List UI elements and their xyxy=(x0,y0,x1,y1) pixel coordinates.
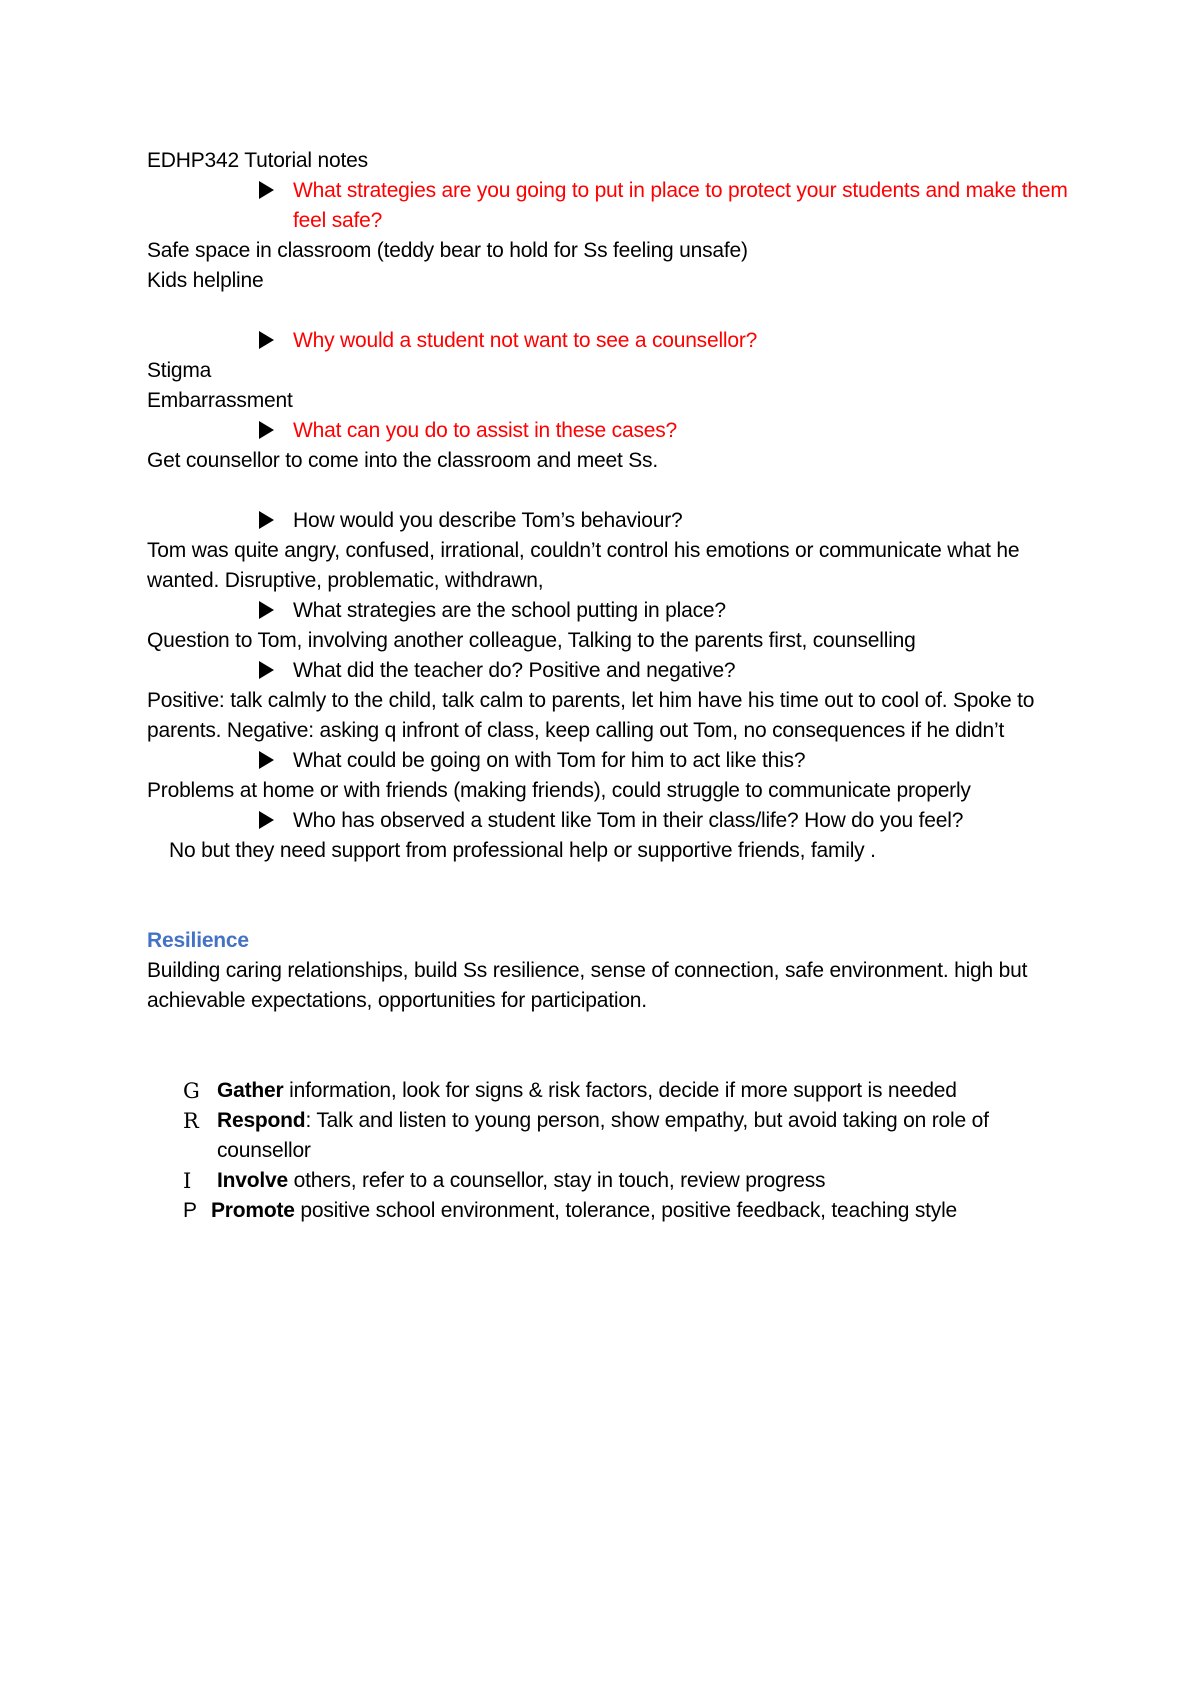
grip-keyword: Gather xyxy=(217,1079,284,1102)
grip-letter: G xyxy=(183,1079,200,1103)
question-teacher-actions xyxy=(147,656,1077,686)
bullet-arrow-icon xyxy=(259,811,274,829)
grip-keyword: Respond xyxy=(217,1109,306,1132)
question-text: What did the teacher do? Positive and negative? xyxy=(293,659,736,682)
question-tom-behaviour xyxy=(147,506,1077,536)
question-observed-student xyxy=(147,806,1077,836)
grip-letter: I xyxy=(183,1169,192,1193)
grip-item-promote xyxy=(183,1196,1077,1226)
resilience-heading: Resilience xyxy=(147,929,249,952)
grip-letter: R xyxy=(183,1109,199,1133)
grip-letter: P xyxy=(183,1199,197,1222)
question-text: How would you describe Tom’s behaviour? xyxy=(293,509,683,532)
question-text: What strategies are you going to put in place to protect your students and make them feel safe? xyxy=(293,179,1068,232)
blank-line xyxy=(147,296,1077,326)
question-text: What can you do to assist in these cases? xyxy=(293,419,678,442)
answer-line: No but they need support from professional help or supportive friends, family . xyxy=(169,839,876,862)
grip-item-gather xyxy=(183,1076,1077,1106)
answer-line: Stigma xyxy=(147,359,212,382)
answer-paragraph: Positive: talk calmly to the child, talk calm to parents, let him have his time out to cool of. Spoke to parents. Negative: asking q infront of class, keep calling out Tom, no consequences if he didn’t xyxy=(147,689,1035,742)
answer-line: Embarrassment xyxy=(147,389,293,412)
bullet-arrow-icon xyxy=(259,661,274,679)
grip-description: : Talk and listen to young person, show empathy, but avoid taking on role of counsellor xyxy=(217,1109,989,1162)
bullet-arrow-icon xyxy=(259,181,274,199)
grip-keyword: Involve xyxy=(217,1169,288,1192)
question-text: What strategies are the school putting in place? xyxy=(293,599,726,622)
question-protect-students xyxy=(147,176,1077,236)
bullet-arrow-icon xyxy=(259,421,274,439)
grip-item-respond xyxy=(183,1106,1077,1166)
bullet-arrow-icon xyxy=(259,751,274,769)
grip-description: positive school environment, tolerance, positive feedback, teaching style xyxy=(294,1199,958,1222)
resilience-paragraph: Building caring relationships, build Ss resilience, sense of connection, safe environment. high but achievable expectations, opportunities for participation. xyxy=(147,959,1028,1012)
question-tom-causes xyxy=(147,746,1077,776)
answer-line: Get counsellor to come into the classroom and meet Ss. xyxy=(147,449,658,472)
question-text: Why would a student not want to see a counsellor? xyxy=(293,329,758,352)
bullet-arrow-icon xyxy=(259,511,274,529)
question-school-strategies xyxy=(147,596,1077,626)
grip-item-involve xyxy=(183,1166,1077,1196)
document-title: EDHP342 Tutorial notes xyxy=(147,149,368,172)
grip-description: information, look for signs & risk factors, decide if more support is needed xyxy=(283,1079,957,1102)
grip-keyword: Promote xyxy=(211,1199,295,1222)
answer-line: Kids helpline xyxy=(147,269,264,292)
blank-line xyxy=(147,476,1077,506)
answer-line: Question to Tom, involving another colleague, Talking to the parents first, counselling xyxy=(147,629,916,652)
question-text: What could be going on with Tom for him to act like this? xyxy=(293,749,806,772)
question-text: Who has observed a student like Tom in their class/life? How do you feel? xyxy=(293,809,964,832)
question-assist-cases xyxy=(147,416,1077,446)
document-body xyxy=(147,146,1077,1226)
bullet-arrow-icon xyxy=(259,601,274,619)
answer-line: Problems at home or with friends (making friends), could struggle to communicate properly xyxy=(147,779,971,802)
answer-line: Safe space in classroom (teddy bear to hold for Ss feeling unsafe) xyxy=(147,239,748,262)
question-counsellor-reluctance xyxy=(147,326,1077,356)
blank-line xyxy=(147,866,1077,896)
answer-paragraph: Tom was quite angry, confused, irrational, couldn’t control his emotions or communicate what he wanted. Disruptive, problematic, withdrawn, xyxy=(147,539,1020,592)
grip-list xyxy=(147,1076,1077,1226)
bullet-arrow-icon xyxy=(259,331,274,349)
grip-description: others, refer to a counsellor, stay in touch, review progress xyxy=(287,1169,826,1192)
